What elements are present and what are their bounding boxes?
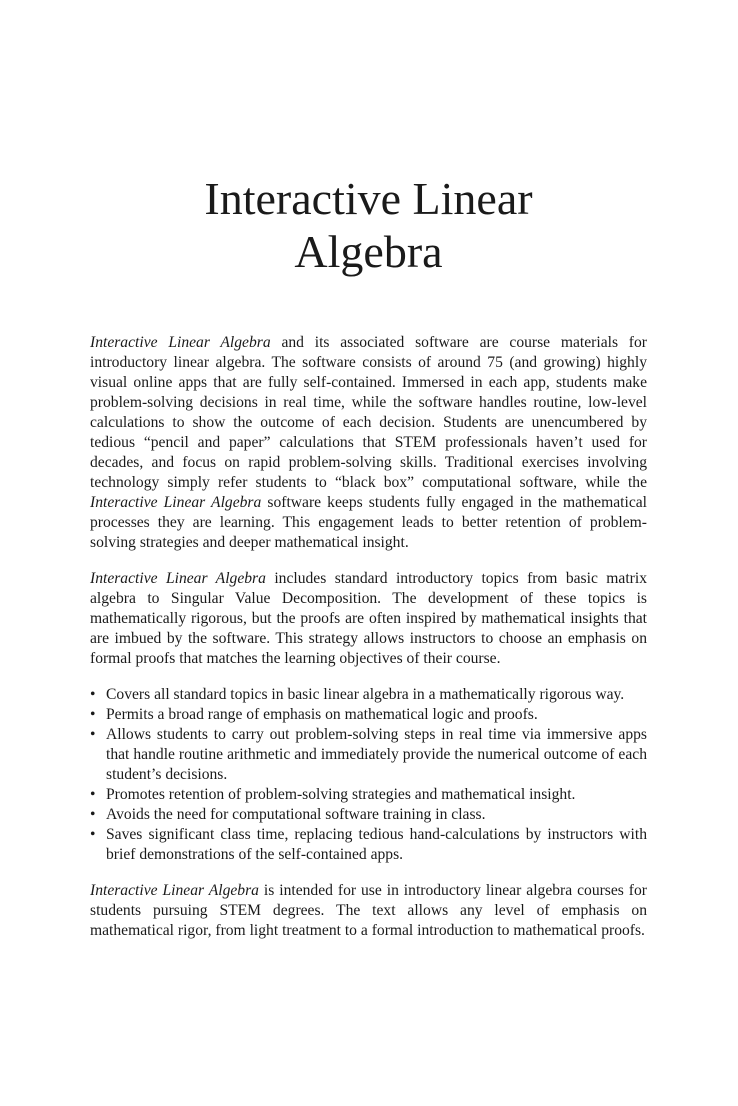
paragraph-text: is intended for use in introductory linear algebra courses for students pursuing STEM degrees. The text allows any level of emphasis on mathematical rigor, from light treatment to a formal introduction to mathematical proofs. <box>90 882 647 939</box>
paragraph-text: includes standard introductory topics from basic matrix algebra to Singular Value Decomposition. The development of these topics is mathematically rigorous, but the proofs are often inspired by mathematical insights that are imbued by the software. This strategy allows instructors to choose an emphasis on formal proofs that matches the learning objectives of their course. <box>90 570 647 667</box>
list-item: • Saves significant class time, replacing tedious hand-calculations by instructors with brief demonstrations of the self-contained apps. <box>90 825 647 865</box>
list-item: • Allows students to carry out problem-solving steps in real time via immersive apps that handle routine arithmetic and immediately provide the numerical outcome of each student’s decisions. <box>90 725 647 785</box>
list-item: • Covers all standard topics in basic linear algebra in a mathematically rigorous way. <box>90 685 647 705</box>
title-line-1: Interactive Linear <box>204 173 533 224</box>
paragraph-audience <box>90 881 647 941</box>
page-title <box>90 172 647 278</box>
paragraph-text: software keeps students fully engaged in the mathematical processes they are learning. This engagement leads to better retention of problem-solving strategies and deeper mathematical insight. <box>90 494 647 551</box>
book-title-italic: Interactive Linear Algebra <box>90 334 271 351</box>
list-item: • Avoids the need for computational software training in class. <box>90 805 647 825</box>
body-text <box>90 333 647 957</box>
paragraph-intro <box>90 333 647 553</box>
book-title-italic: Interactive Linear Algebra <box>90 882 259 899</box>
paragraph-text: and its associated software are course materials for introductory linear algebra. The software consists of around 75 (and growing) highly visual online apps that are fully self-contained. Immersed in each app, students make problem-solving decisions in real time, while the software handles routine, low-level calculations to show the outcome of each decision. Students are unencumbered by tedious “pencil and paper” calculations that STEM professionals haven’t used for decades, and focus on rapid problem-solving skills. Traditional exercises involving technology simply refer students to “black box” computational software, while the <box>90 334 647 491</box>
list-item: • Promotes retention of problem-solving strategies and mathematical insight. <box>90 785 647 805</box>
title-line-2: Algebra <box>294 226 443 277</box>
list-item: • Permits a broad range of emphasis on mathematical logic and proofs. <box>90 705 647 725</box>
feature-list <box>90 685 647 865</box>
book-title-italic: Interactive Linear Algebra <box>90 494 262 511</box>
book-title-italic: Interactive Linear Algebra <box>90 570 266 587</box>
paragraph-topics <box>90 569 647 669</box>
